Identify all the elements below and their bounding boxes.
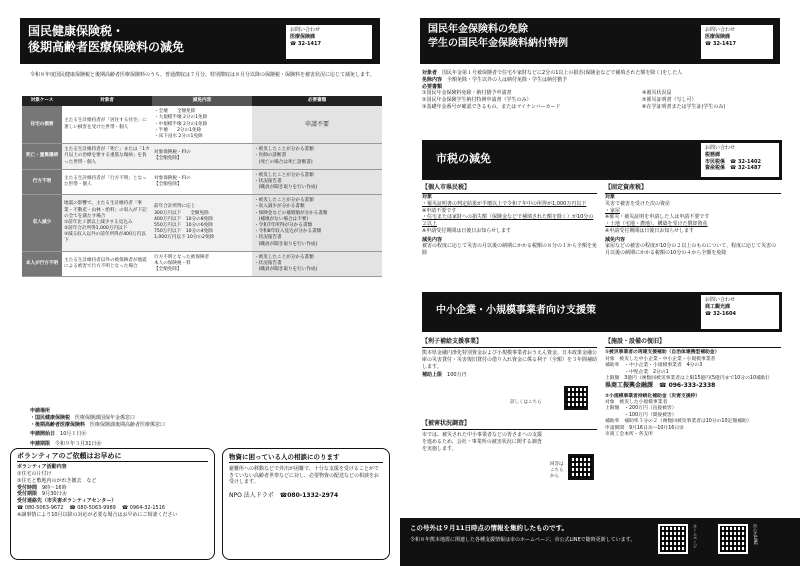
table-cell-reduce: 行方不明となった被保険者 本人の保険税・料 【全額免除】 — [152, 251, 252, 277]
volunteer-contact-label: 受付連絡先（市災害ボランティアセンター） — [17, 498, 117, 505]
reduction-table-wrap — [22, 96, 382, 277]
property-target-label: 対象 — [605, 194, 616, 201]
pension-doc-6: ⑥在学証明書または学生証(学生のみ) — [642, 103, 726, 110]
consult-body: 避難所への移動などで外出が困難で、十分な支援を受けることができていない高齢者世帯などに対し、必要物資の配送などの相談をお受けします。 — [229, 465, 380, 486]
table-cell-docs: 申請不要 — [252, 106, 382, 143]
interest-limit: 補助上限 100万円 — [422, 372, 467, 379]
personal-reduce-label: 減免内容 — [422, 236, 443, 243]
table-row — [22, 251, 382, 277]
right-page — [400, 0, 800, 566]
volunteer-content-label: ボランティア活動内容 — [17, 464, 67, 471]
apply-place-1: ・国民健康保険税 医療保険課国保年金係窓口 — [30, 414, 136, 421]
facility-recovery — [605, 338, 781, 439]
property-item-3: ※罹災・被災証明を申請した人は申請不要です — [605, 214, 710, 221]
header-target: 対象者 — [62, 96, 152, 106]
property-item-1: 災害で被害を受けた次の資産 — [605, 200, 671, 207]
table-cell-target: 主たる生計維持者が「死亡」または「1カ月以上の治療を要する重篤な傷病」を負った世帯・個人 — [62, 144, 152, 170]
sme-title: 中小企業・小規模事業者向け支援策 — [436, 305, 596, 316]
apply-place-2: ・後期高齢者医療保険料 医療保険課後期高齢者医療係窓口 — [30, 421, 166, 428]
interest-head: 【利子補給支援事業】 — [422, 338, 597, 348]
property-reduce: 家屋などの被害の程度が10分の２以上のものについて、程度に応じて災害の月以後の納期にかかる税額の10分の４から全額を免除 — [605, 243, 777, 257]
left-contact-box — [285, 24, 373, 60]
facility-s1-title: ①被災事業者の再建支援補助（自治体連携型補助金） — [605, 350, 720, 356]
volunteer-tel-3: ☎ 0964-32-1516 — [121, 504, 166, 511]
property-head: 【固定資産税】 — [605, 184, 781, 194]
table-cell-target: 主たる生計維持者以外の被保険者が地震による被害で行方不明となった場合 — [62, 251, 152, 277]
consult-box — [222, 448, 390, 560]
facility-s2-title: ②小規模事業者持続化補助金（災害支援枠） — [605, 393, 701, 399]
consult-org: NPO 法人ドラポ — [229, 492, 274, 500]
property-reduce-label: 減免内容 — [605, 236, 626, 243]
header-case: 対象ケース — [22, 96, 62, 106]
volunteer-box — [10, 448, 215, 560]
interest-qr-code[interactable] — [564, 386, 588, 410]
personal-tax — [422, 184, 597, 257]
header-docs: 必要書類 — [252, 96, 382, 106]
left-intro: 令和８年度国民健康保険税と後期高齢者医療保険料のうち、普通徴収は７月分、特別徴収は８月分以降の保険税・保険料を被害状況に応じて減免します。 — [30, 72, 375, 78]
volunteer-deadline: 受付期限 9月30日㊌ — [17, 491, 67, 498]
pension-docs-label: 必要書類 — [422, 83, 443, 90]
table-cell-docs: ・被災したことが分かる書類 ・状況報告書 (職員が聞き取りを行い作成) — [252, 251, 382, 277]
header-reduce: 減免内容 — [152, 96, 252, 106]
personal-head: 【個人市県民税】 — [422, 184, 597, 194]
personal-item-1: ・罹災証明書の判定結果が半壊以上で令和７年中の所得が1,000万円以下 — [422, 200, 587, 207]
table-body — [22, 106, 382, 277]
table-cell-reduce: 前年合計所得に応じ 300万円以下 全額免除 400万円以下 10分の8免除 550万円以下 10分の6免除 750万円以下 10分の4免除 1,000万円以下 10分の2免除 — [152, 195, 252, 252]
table-cell-reduce: 対象保険税・料の 【全額免除】 — [152, 169, 252, 195]
pension-contact-box: お問い合わせ 医療保険課 ☎ 32-1417 — [700, 24, 774, 60]
personal-item-2: ※申請不要です — [422, 207, 457, 214]
footer-band — [400, 518, 800, 566]
contact-label: お問い合わせ — [290, 27, 321, 33]
interest-body: 熊本県金融円滑化特別資金および小規模事業者おうえん資金、日本政策金融公庫の災害貸付・災害復旧貸付の借り入れ資金に係る利子（全額）を３年間補助します。 — [422, 350, 598, 370]
interest-more: 詳しくはこちら — [510, 400, 542, 405]
facility-head: 【施設・設備の復旧】 — [605, 338, 781, 348]
volunteer-note: ※譲事情により10月以降の対応が必要な場合はお早めにご相談ください — [17, 511, 178, 518]
apply-info — [30, 408, 370, 448]
survey-body: 市では、被災された中小事業者などの皆さまへの支援を進めるため、会社・事業所の被害状況に関する調査を実施します。 — [422, 432, 543, 452]
survey-head: 【被害状況調査】 — [422, 420, 597, 430]
pension-details — [422, 70, 782, 111]
table-cell-docs: ・被災したことが分かる書類 ・医師の診断書 (死亡の場合は死亡診断書) — [252, 144, 382, 170]
table-cell-target: 地震の影響で、主たる生計維持者「事業・不動産・山林・給料」の収入が下記の全てを満たす場合 ①前年比３割以上減少する見込み ②前年合計所得1,000万円以下 ③減る収入以外の前年所得が400万円以下 — [62, 195, 152, 252]
reduction-table — [22, 96, 382, 277]
apply-place-label: 申請場所 — [30, 408, 51, 414]
footer-line2: 令和８年熊本地震に関連した各種支援情報は市のホームページ、市公式LINEで随時更新しています。 — [410, 536, 636, 543]
property-tax — [605, 184, 781, 257]
table-header-row — [22, 96, 382, 106]
property-item-4: ・土地（宅地・農地）、構築を受けた償却資産 — [605, 221, 708, 228]
table-cell-reduce: 対象保険税・料の 【全額免除】 — [152, 144, 252, 170]
volunteer-hours: 受付時間 9時～16時 — [17, 484, 67, 491]
personal-item-3: ・住宅または家財への損失額（保険金などで補填された額を除く）が10分の２以上 — [422, 214, 594, 228]
pension-doc-2: ②国民年金保険学生納付特例申請書（学生のみ） — [422, 97, 532, 103]
survey-answer: 回答はこちらから — [550, 462, 564, 480]
pension-docs — [422, 90, 782, 110]
consult-contact — [229, 492, 383, 500]
table-row — [22, 169, 382, 195]
volunteer-content-2: ②住宅と敷地内のがれき撤去 など — [17, 477, 97, 484]
sme-contact-box: お問い合わせ 商工観光課 ☎ 32-1604 — [700, 294, 780, 330]
pension-target: 対象者 国民年金第１号被保険者で住宅や家財などに2分の1以上の損害(保険金などで補填された額を除く)をした人 — [422, 70, 683, 76]
facility-s2-target: 対象 被災した小規模事業者 — [605, 400, 668, 405]
pension-exempt: 免除内容 全額免除・学生以外の人は納付免除・学生は納付猶予 — [422, 76, 568, 83]
personal-item-4: ※申請受付期間は日後日お知らせします — [422, 227, 512, 234]
survey-qr-code[interactable] — [568, 454, 594, 480]
left-title-line2: 後期高齢者医療保険料の減免 — [28, 40, 185, 55]
table-cell-case: 行方不明 — [22, 169, 62, 195]
pension-doc-4: ④被災状況届 — [642, 90, 672, 97]
facility-s1-rate2: ・中堅企業 2分の1 — [605, 369, 669, 375]
facility-s2-period: 申請期間 9月16日㊌～10月16日㊎ — [605, 425, 684, 431]
homepage-qr-code[interactable] — [658, 524, 688, 554]
volunteer-tel-2: ☎ 080-5063-9989 — [69, 504, 116, 511]
facility-s1-tel: 県商工振興金融課 ☎ 096-333-2338 — [605, 382, 716, 390]
facility-s1-rate1: 補助率 ・中小企業・小規模事業者 4分の3 — [605, 363, 703, 369]
pension-title-line1: 国民年金保険料の免除 — [428, 24, 528, 35]
city-title: 市税の減免 — [436, 152, 491, 165]
line-qr-code[interactable] — [718, 524, 748, 554]
table-row — [22, 106, 382, 143]
city-contact-box: お問い合わせ 税務課 市民税係 ☎ 32-1402 資産税係 ☎ 32-1487 — [700, 142, 780, 178]
contact-tel: ☎ 32-1417 — [290, 40, 321, 47]
table-cell-target: 主たる生計維持者が「行方不明」となった世帯・個人 — [62, 169, 152, 195]
homepage-qr-label: ホームページ — [693, 524, 698, 548]
facility-s2-tel: 市商工会本所・各支所 — [605, 432, 653, 438]
property-item-5: ※申請受付期間は日後日お知らせします — [605, 227, 695, 234]
facility-s2-rate: 補助率 補助率３分の２（複数回被災事業者は10分の10定額補助） — [605, 419, 752, 425]
table-cell-reduce: ・全壊 全額免除 ・大規模半壊 2分の1免除 ・中規模半壊 2分の1免除 ・半壊 2分の1免除 ・床下浸水 2分の1免除 — [152, 106, 252, 143]
facility-s1-limit: 上限額 3億円（複数回被災事業者は上限15億円(5億円まで10分の10補助)） — [605, 375, 773, 381]
personal-reduce: 被害の程度に応じて災害の月以後の納期にかかる税額の８分の１から全額を免除 — [422, 243, 598, 257]
table-row — [22, 144, 382, 170]
table-cell-case: 収入減少 — [22, 195, 62, 252]
interest-support — [422, 338, 598, 405]
facility-s2-limit1: 上限額 ・200万円（直接被害） — [605, 406, 677, 412]
volunteer-title: ボランティアのご依頼はお早めに — [17, 452, 208, 462]
pension-doc-5: ⑤罹災証明書（写し可） — [642, 97, 697, 103]
table-cell-docs: ・被災したことが分かる書類 ・状況報告書 (職員が聞き取りを行い作成) — [252, 169, 382, 195]
facility-s2-limit2: ・100万円（間接被害） — [605, 412, 677, 418]
pension-title-line2: 学生の国民年金保険料納付特例 — [428, 37, 568, 49]
table-cell-case: 死亡・重篤傷病 — [22, 144, 62, 170]
facility-s1-target: 対象 被災した中小企業・中小企業・小規模事業者 — [605, 356, 716, 362]
table-cell-case: 本人が行方不明 — [22, 251, 62, 277]
volunteer-tel-1: ☎ 080-5063-9672 — [17, 504, 64, 511]
table-cell-case: 住宅の損害 — [22, 106, 62, 143]
personal-target-label: 対象 — [422, 194, 433, 201]
pension-doc-1: ①国民年金保険料免除・納付猶予申請書 — [422, 90, 512, 97]
footer-line1: この号外は９月11日時点の情報を集約したものです。 — [410, 524, 569, 532]
apply-start: 申請開始日 10月１日㊍ — [30, 431, 87, 438]
volunteer-content-1: ①住宅の片付け — [17, 471, 52, 478]
apply-deadline: 申請期限 令和９年３月31日㊌ — [30, 441, 102, 447]
left-title-line1: 国民健康保険税・ — [28, 24, 125, 38]
property-item-2: ・家屋 — [605, 207, 621, 214]
line-qr-label: 市公式LINE — [753, 524, 758, 545]
volunteer-tels — [17, 505, 208, 512]
table-cell-docs: ・被災したことが分かる書類 ・収入減少が分かる書類 ・保険金などの補填額が分かる書類 (補填がない場合は不要) ・令和7年所得が分かる書類 ・令和8年収入見込が分かる書類 ・状況報告書 (職員が聞き取りを行い作成) — [252, 195, 382, 252]
damage-survey — [422, 420, 597, 480]
table-row — [22, 195, 382, 252]
pension-doc-3: ③基礎年金番号が確認できるもの、またはマイナンバーカード — [422, 103, 561, 110]
table-cell-target: 主たる生計維持者が「居住する住宅」に著しい損害を受けた世帯・個人 — [62, 106, 152, 143]
consult-title: 物資に困っている人の相談にのります — [229, 453, 383, 463]
consult-tel: ☎080-1332-2974 — [279, 492, 339, 500]
contact-dept: 医療保険課 — [290, 33, 316, 40]
